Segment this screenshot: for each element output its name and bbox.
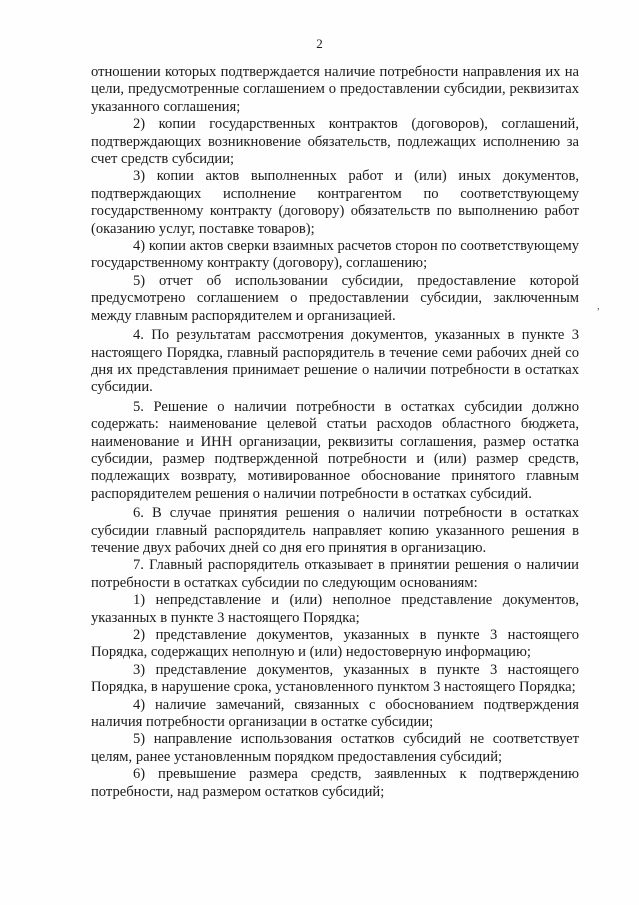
paragraph-continuation: отношении которых подтверждается наличие потребности направления их на цели, предусмотренные соглашением о предоставлении субсидии, реквизитах указанного соглашения; xyxy=(91,64,579,115)
stray-mark: , xyxy=(597,300,600,312)
clause-4: 4. По результатам рассмотрения документов, указанных в пункте 3 настоящего Порядка, главный распорядитель в течение семи рабочих дней со дня их представления принимает решение о наличии потребности в остатках субсидии. xyxy=(91,327,579,396)
clause-5: 5. Решение о наличии потребности в остатках субсидии должно содержать: наименование целевой статьи расходов областного бюджета, наименование и ИНН организации, реквизиты соглашения, размер остатка субсидии, размер подтвержденной потребности и (или) размер средств, подлежащих возврату, мотивированное обоснование принятого главным распорядителем решения о наличии потребности в остатках субсидий. xyxy=(91,398,579,502)
ground-5: 5) направление использования остатков субсидий не соответствует целям, ранее установленным порядком предоставления субсидий; xyxy=(91,731,579,765)
list-item-4-reconciliation: 4) копии актов сверки взаимных расчетов сторон по соответствующему государственному контракту (договору), соглашению; xyxy=(91,238,579,272)
ground-3: 3) представление документов, указанных в пункте 3 настоящего Порядка, в нарушение срока, установленного пунктом 3 настоящего Порядка; xyxy=(91,661,579,696)
ground-6: 6) превышение размера средств, заявленных к подтверждению потребности, над размером остатков субсидий; xyxy=(91,766,579,800)
ground-4: 4) наличие замечаний, связанных с обоснованием подтверждения наличия потребности организации в остатке субсидии; xyxy=(91,696,579,731)
list-item-2-contracts: 2) копии государственных контрактов (договоров), соглашений, подтверждающих возникновение обязательств, подлежащих исполнению за счет средств субсидии; xyxy=(91,116,579,168)
ground-1: 1) непредставление и (или) неполное представление документов, указанных в пункте 3 настоящего Порядка; xyxy=(91,592,579,626)
clause-6: 6. В случае принятия решения о наличии потребности в остатках субсидии главный распорядитель направляет копию указанного решения в течение двух рабочих дней со дня его принятия в организацию. xyxy=(91,505,579,556)
page-number: 2 xyxy=(316,36,323,51)
clause-7: 7. Главный распорядитель отказывает в принятии решения о наличии потребности в остатках субсидии по следующим основаниям: xyxy=(91,557,579,591)
list-item-5-report: 5) отчет об использовании субсидии, предоставление которой предусмотрено соглашением о предоставлении субсидии, заключенным между главным распорядителем и организацией. xyxy=(91,272,579,324)
document-body xyxy=(91,64,579,801)
list-item-3-acts: 3) копии актов выполненных работ и (или) иных документов, подтверждающих исполнение контрагентом по соответствующему государственному контракту (договору) обязательств по выполнению работ (оказанию услуг, поставке товаров); xyxy=(91,168,579,237)
ground-2: 2) представление документов, указанных в пункте 3 настоящего Порядка, содержащих неполную и (или) недостоверную информацию; xyxy=(91,627,579,661)
